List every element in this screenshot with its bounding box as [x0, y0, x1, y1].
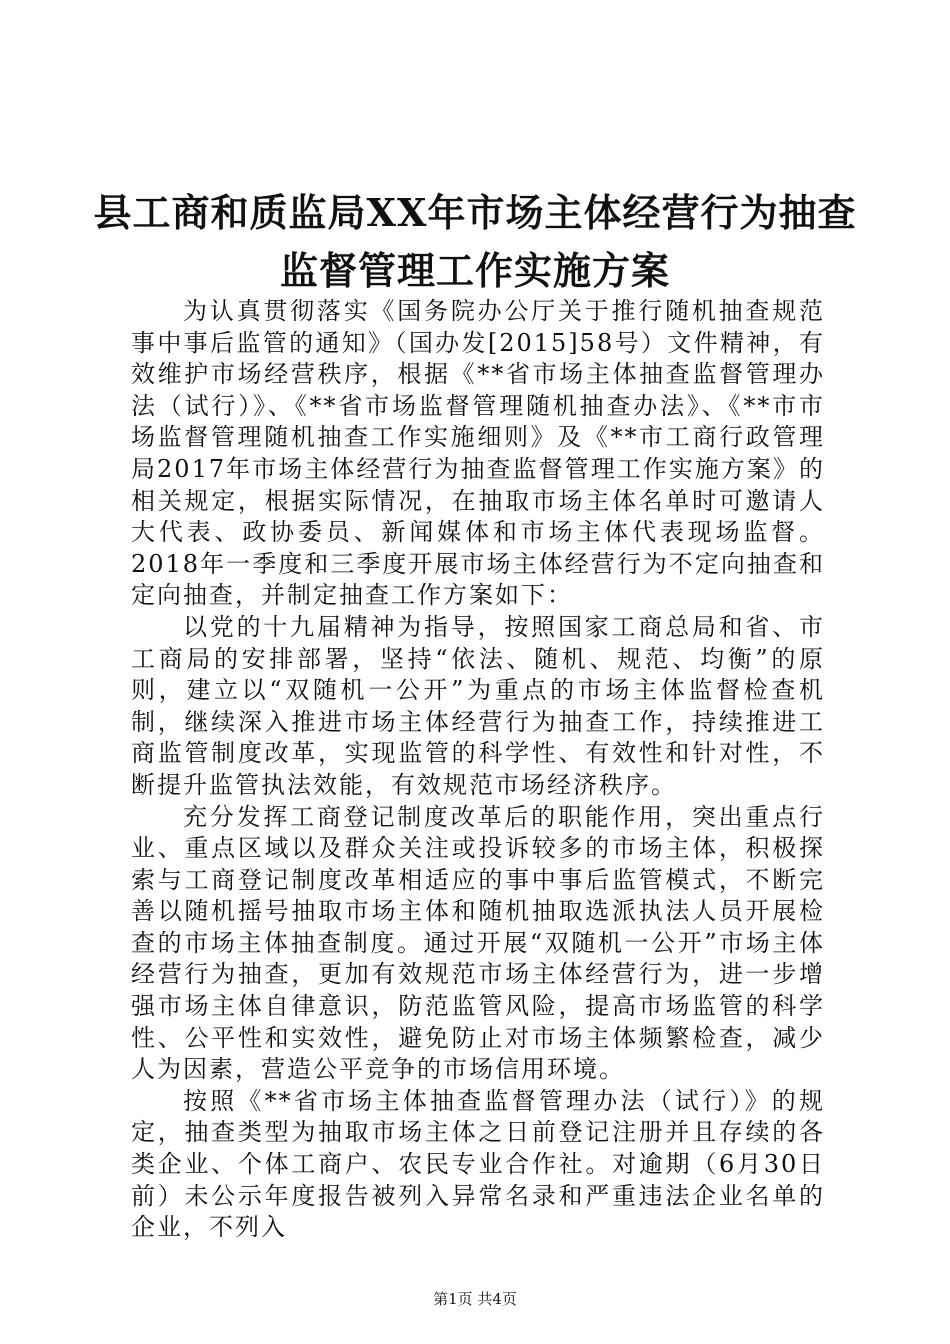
- document-body: [131, 296, 825, 1244]
- paragraph-2: 以党的十九届精神为指导，按照国家工商总局和省、市工商局的安排部署，坚持“依法、随机、规范、均衡”的原则，建立以“双随机一公开”为重点的市场主体监督检查机制，继续深入推进市场主体经营行为抽查工作，持续推进工商监管制度改革，实现监管的科学性、有效性和针对性，不断提升监管执法效能，有效规范市场经济秩序。: [131, 612, 825, 799]
- paragraph-1: 为认真贯彻落实《国务院办公厅关于推行随机抽查规范事中事后监管的通知》（国办发[2015]58号）文件精神，有效维护市场经营秩序，根据《**省市场主体抽查监督管理办法（试行）》、《**省市场监督管理随机抽查办法》、《**市市场监督管理随机抽查工作实施细则》及《**市工商行政管理局2017年市场主体经营行为抽查监督管理工作实施方案》的相关规定，根据实际情况，在抽取市场主体名单时可邀请人大代表、政协委员、新闻媒体和市场主体代表现场监督。2018年一季度和三季度开展市场主体经营行为不定向抽查和定向抽查，并制定抽查工作方案如下：: [131, 297, 825, 610]
- document-title-line-1: 县工商和质监局XX年市场主体经营行为抽查: [93, 190, 857, 235]
- document-title-line-2: 监督管理工作实施方案: [279, 248, 670, 293]
- paragraph-3: 充分发挥工商登记制度改革后的职能作用，突出重点行业、重点区域以及群众关注或投诉较多的市场主体，积极探索与工商登记制度改革相适应的事中事后监管模式，不断完善以随机摇号抽取市场主体和随机抽取选派执法人员开展检查的市场主体抽查制度。通过开展“双随机一公开”市场主体经营行为抽查，更加有效规范市场主体经营行为，进一步增强市场主体自律意识，防范监管风险，提高市场监管的科学性、公平性和实效性，避免防止对市场主体频繁检查，减少人为因素，营造公平竞争的市场信用环境。: [131, 802, 825, 1084]
- paragraph-4: 按照《**省市场主体抽查监督管理办法（试行）》的规定，抽查类型为抽取市场主体之日前登记注册并且存续的各类企业、个体工商户、农民专业合作社。对逾期（6月30日前）未公示年度报告被列入异常名录和严重违法企业名单的企业，不列入: [131, 1086, 825, 1242]
- page-number-footer: 第1页 共4页: [433, 1290, 517, 1308]
